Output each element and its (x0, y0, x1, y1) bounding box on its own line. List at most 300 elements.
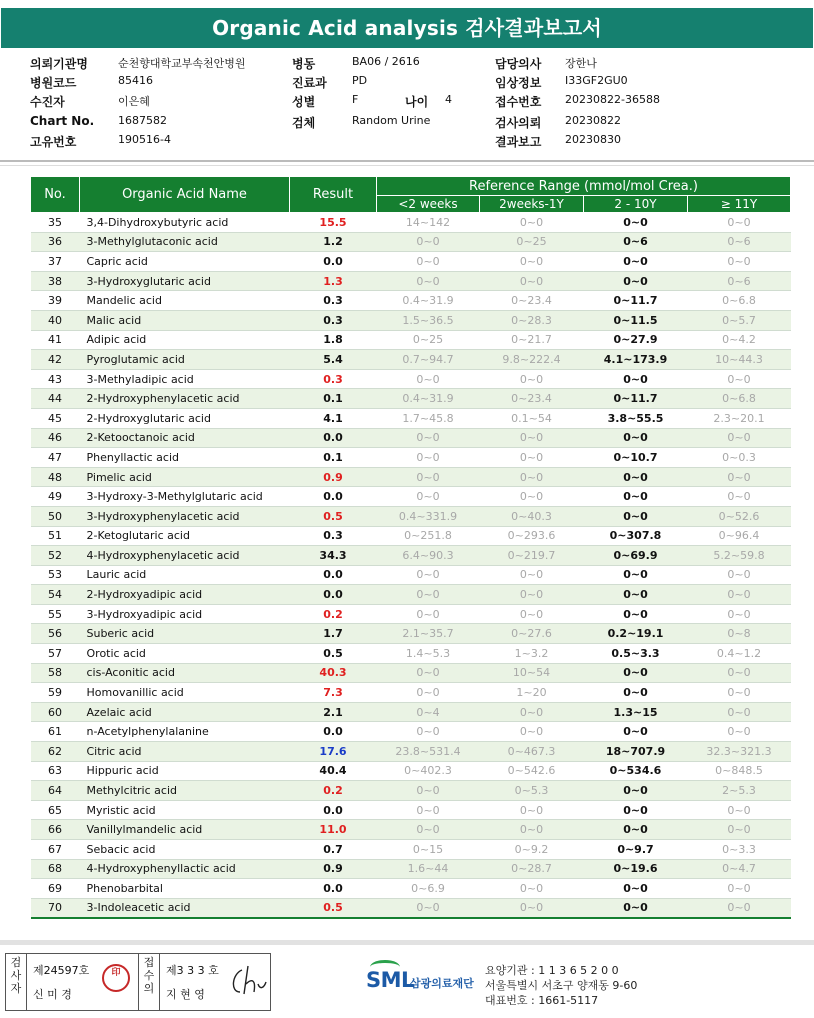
ref-under-2-weeks: 0~0 (377, 565, 480, 585)
ref-2-10y: 0~0 (584, 781, 688, 801)
table-row (31, 506, 791, 526)
ref-2-weeks-1y: 0~23.4 (480, 291, 584, 311)
row-number: 50 (31, 506, 80, 526)
acid-name: 4-Hydroxyphenylacetic acid (80, 546, 290, 566)
ref-11y-plus: 0~6 (688, 232, 791, 252)
row-number: 53 (31, 565, 80, 585)
row-number: 54 (31, 585, 80, 605)
ref-2-10y: 0~10.7 (584, 448, 688, 468)
ref-11y-plus: 0~0 (688, 663, 791, 683)
ref-2-weeks-1y: 0~0 (480, 448, 584, 468)
col-header-reference: Reference Range (mmol/mol Crea.) (377, 177, 791, 196)
acid-name: 3-Hydroxyadipic acid (80, 604, 290, 624)
ref-2-10y: 0~19.6 (584, 859, 688, 879)
acid-name: Suberic acid (80, 624, 290, 644)
acid-name: Vanillylmandelic acid (80, 820, 290, 840)
acid-name: Malic acid (80, 310, 290, 330)
table-row (31, 761, 791, 781)
ref-11y-plus: 0~0 (688, 722, 791, 742)
divider (0, 165, 814, 166)
table-row (31, 369, 791, 389)
info-label: 병원코드 (30, 76, 77, 90)
ref-2-10y: 3.8~55.5 (584, 408, 688, 428)
divider (138, 954, 139, 1010)
divider (159, 954, 160, 1010)
info-value: 20230822 (565, 114, 621, 127)
ref-2-10y: 0~0 (584, 467, 688, 487)
result-value: 0.3 (290, 369, 377, 389)
ref-11y-plus: 0~0 (688, 565, 791, 585)
row-number: 38 (31, 271, 80, 291)
examiner-label: 검사자 (10, 956, 22, 995)
ref-2-10y: 0~11.7 (584, 291, 688, 311)
footer-divider (0, 940, 814, 945)
result-value: 0.5 (290, 506, 377, 526)
row-number: 59 (31, 683, 80, 703)
logo-text: SML (366, 968, 414, 992)
acid-name: 2-Hydroxyphenylacetic acid (80, 389, 290, 409)
info-row (30, 74, 800, 92)
row-number: 49 (31, 487, 80, 507)
result-value: 11.0 (290, 820, 377, 840)
table-row (31, 330, 791, 350)
acid-name: 3-Indoleacetic acid (80, 898, 290, 918)
acid-name: 3-Methylglutaconic acid (80, 232, 290, 252)
ref-under-2-weeks: 0~0 (377, 467, 480, 487)
ref-2-weeks-1y: 0~0 (480, 879, 584, 899)
ref-2-10y: 0~0 (584, 428, 688, 448)
row-number: 68 (31, 859, 80, 879)
ref-11y-plus: 0~4.7 (688, 859, 791, 879)
ref-2-10y: 0~0 (584, 604, 688, 624)
ref-under-2-weeks: 0~0 (377, 683, 480, 703)
result-value: 40.3 (290, 663, 377, 683)
row-number: 41 (31, 330, 80, 350)
org-line: 대표번호 : 1661-5117 (485, 994, 599, 1007)
ref-2-weeks-1y: 0~27.6 (480, 624, 584, 644)
row-number: 51 (31, 526, 80, 546)
ref-2-10y: 0~11.7 (584, 389, 688, 409)
ref-2-10y: 0.2~19.1 (584, 624, 688, 644)
ref-11y-plus: 0~0 (688, 428, 791, 448)
result-value: 0.2 (290, 781, 377, 801)
info-label: 진료과 (292, 76, 327, 90)
ref-under-2-weeks: 0~0 (377, 252, 480, 272)
ref-2-weeks-1y: 10~54 (480, 663, 584, 683)
info-value: BA06 / 2616 (352, 55, 420, 68)
ref-under-2-weeks: 6.4~90.3 (377, 546, 480, 566)
acid-name: Citric acid (80, 742, 290, 762)
result-value: 1.7 (290, 624, 377, 644)
examiner-id: 제24597호 (33, 964, 90, 977)
ref-2-weeks-1y: 0~542.6 (480, 761, 584, 781)
info-row (30, 55, 800, 73)
result-value: 0.7 (290, 840, 377, 860)
ref-2-10y: 1.3~15 (584, 702, 688, 722)
table-row (31, 859, 791, 879)
row-number: 43 (31, 369, 80, 389)
ref-2-weeks-1y: 1~3.2 (480, 644, 584, 664)
table-row (31, 604, 791, 624)
row-number: 46 (31, 428, 80, 448)
ref-2-10y: 0~0 (584, 271, 688, 291)
ref-11y-plus: 0~4.2 (688, 330, 791, 350)
age-value: 4 (445, 93, 452, 106)
row-number: 47 (31, 448, 80, 468)
result-value: 0.5 (290, 644, 377, 664)
ref-under-2-weeks: 0~402.3 (377, 761, 480, 781)
info-value: 순천향대학교부속천안병원 (118, 57, 246, 70)
table-row (31, 742, 791, 762)
row-number: 42 (31, 350, 80, 370)
ref-under-2-weeks: 0.4~331.9 (377, 506, 480, 526)
age-label: 나이 (405, 95, 429, 109)
divider (26, 954, 27, 1010)
row-number: 58 (31, 663, 80, 683)
acid-name: 3-Hydroxy-3-Methylglutaric acid (80, 487, 290, 507)
table-row (31, 879, 791, 899)
table-row (31, 310, 791, 330)
ref-2-10y: 0~0 (584, 585, 688, 605)
ref-11y-plus: 0~6 (688, 271, 791, 291)
info-value: F (352, 93, 359, 106)
ref-2-weeks-1y: 0~28.7 (480, 859, 584, 879)
table-row (31, 467, 791, 487)
info-value: I33GF2GU0 (565, 74, 628, 87)
result-value: 0.1 (290, 448, 377, 468)
ref-11y-plus: 0~0 (688, 820, 791, 840)
table-row (31, 408, 791, 428)
info-label: 병동 (292, 57, 316, 71)
ref-under-2-weeks: 0~0 (377, 448, 480, 468)
ref-2-weeks-1y: 0~0 (480, 369, 584, 389)
result-value: 0.0 (290, 428, 377, 448)
table-row (31, 546, 791, 566)
result-value: 0.0 (290, 252, 377, 272)
result-value: 0.0 (290, 879, 377, 899)
ref-11y-plus: 0~96.4 (688, 526, 791, 546)
info-row (30, 114, 800, 132)
table-row (31, 252, 791, 272)
ref-11y-plus: 0~0 (688, 467, 791, 487)
ref-11y-plus: 0~0 (688, 898, 791, 918)
row-number: 52 (31, 546, 80, 566)
row-number: 39 (31, 291, 80, 311)
acid-name: Sebacic acid (80, 840, 290, 860)
row-number: 66 (31, 820, 80, 840)
info-label: 의뢰기관명 (30, 57, 88, 71)
col-header-result: Result (290, 177, 377, 213)
result-value: 0.5 (290, 898, 377, 918)
ref-under-2-weeks: 0~0 (377, 271, 480, 291)
ref-2-10y: 0~0 (584, 683, 688, 703)
col-header-name: Organic Acid Name (80, 177, 290, 213)
table-row (31, 702, 791, 722)
ref-2-weeks-1y: 0~219.7 (480, 546, 584, 566)
ref-2-10y: 0~0 (584, 722, 688, 742)
ref-2-weeks-1y: 1~20 (480, 683, 584, 703)
ref-2-weeks-1y: 0~23.4 (480, 389, 584, 409)
ref-11y-plus: 0~0 (688, 213, 791, 233)
ref-2-weeks-1y: 0~0 (480, 585, 584, 605)
ref-under-2-weeks: 1.5~36.5 (377, 310, 480, 330)
table-row (31, 565, 791, 585)
acid-name: 3-Hydroxyglutaric acid (80, 271, 290, 291)
info-value: 장한나 (565, 57, 597, 70)
table-row (31, 683, 791, 703)
col-header-age-2: 2weeks-1Y (480, 196, 584, 213)
ref-2-10y: 0~27.9 (584, 330, 688, 350)
result-value: 17.6 (290, 742, 377, 762)
ref-11y-plus: 0~0 (688, 702, 791, 722)
result-value: 0.0 (290, 800, 377, 820)
table-row (31, 722, 791, 742)
ref-under-2-weeks: 0~0 (377, 898, 480, 918)
table-row (31, 663, 791, 683)
row-number: 64 (31, 781, 80, 801)
row-number: 44 (31, 389, 80, 409)
acid-name: Orotic acid (80, 644, 290, 664)
table-row (31, 624, 791, 644)
info-label: 수진자 (30, 95, 65, 109)
result-value: 0.1 (290, 389, 377, 409)
ref-2-weeks-1y: 0~0 (480, 428, 584, 448)
info-row (30, 93, 800, 111)
result-value: 0.3 (290, 310, 377, 330)
ref-under-2-weeks: 0~0 (377, 800, 480, 820)
result-value: 2.1 (290, 702, 377, 722)
acid-name: Methylcitric acid (80, 781, 290, 801)
acid-name: Mandelic acid (80, 291, 290, 311)
row-number: 56 (31, 624, 80, 644)
ref-2-weeks-1y: 0~0 (480, 702, 584, 722)
info-label: 임상정보 (495, 76, 542, 90)
ref-2-weeks-1y: 0~0 (480, 487, 584, 507)
row-number: 35 (31, 213, 80, 233)
ref-11y-plus: 0~0 (688, 683, 791, 703)
ref-2-10y: 0~9.7 (584, 840, 688, 860)
result-value: 34.3 (290, 546, 377, 566)
result-value: 1.3 (290, 271, 377, 291)
ref-2-weeks-1y: 0~293.6 (480, 526, 584, 546)
ref-2-10y: 0~0 (584, 800, 688, 820)
ref-under-2-weeks: 0~0 (377, 604, 480, 624)
info-value: 20230822-36588 (565, 93, 660, 106)
ref-11y-plus: 0~0.3 (688, 448, 791, 468)
info-label: Chart No. (30, 114, 95, 128)
ref-2-weeks-1y: 0~0 (480, 820, 584, 840)
ref-2-weeks-1y: 0~0 (480, 722, 584, 742)
ref-under-2-weeks: 0~15 (377, 840, 480, 860)
col-header-age-1: <2 weeks (377, 196, 480, 213)
ref-2-weeks-1y: 0~5.3 (480, 781, 584, 801)
ref-11y-plus: 0~0 (688, 800, 791, 820)
ref-11y-plus: 10~44.3 (688, 350, 791, 370)
ref-11y-plus: 0~6.8 (688, 389, 791, 409)
table-row (31, 800, 791, 820)
ref-2-10y: 18~707.9 (584, 742, 688, 762)
ref-under-2-weeks: 1.7~45.8 (377, 408, 480, 428)
ref-under-2-weeks: 1.4~5.3 (377, 644, 480, 664)
acid-name: Phenyllactic acid (80, 448, 290, 468)
result-value: 0.0 (290, 487, 377, 507)
table-row (31, 781, 791, 801)
info-value: 85416 (118, 74, 153, 87)
col-header-age-3: 2 - 10Y (584, 196, 688, 213)
ref-11y-plus: 2~5.3 (688, 781, 791, 801)
table-row (31, 820, 791, 840)
info-label: 담당의사 (495, 57, 542, 71)
receiver-id: 제3 3 3 호 (166, 964, 219, 977)
row-number: 62 (31, 742, 80, 762)
info-value: PD (352, 74, 368, 87)
acid-name: Pyroglutamic acid (80, 350, 290, 370)
ref-2-weeks-1y: 0~467.3 (480, 742, 584, 762)
ref-2-weeks-1y: 0~0 (480, 565, 584, 585)
ref-under-2-weeks: 0~0 (377, 232, 480, 252)
acid-name: Hippuric acid (80, 761, 290, 781)
info-label: 고유번호 (30, 135, 77, 149)
ref-under-2-weeks: 0~4 (377, 702, 480, 722)
ref-2-10y: 0~11.5 (584, 310, 688, 330)
org-line: 서울특별시 서초구 양재동 9-60 (485, 979, 638, 992)
acid-name: 4-Hydroxyphenyllactic acid (80, 859, 290, 879)
ref-2-10y: 0~0 (584, 252, 688, 272)
acid-name: cis-Aconitic acid (80, 663, 290, 683)
result-value: 5.4 (290, 350, 377, 370)
col-header-no: No. (31, 177, 80, 213)
table-row (31, 644, 791, 664)
col-header-age-4: ≥ 11Y (688, 196, 791, 213)
ref-2-weeks-1y: 0~21.7 (480, 330, 584, 350)
ref-11y-plus: 0~0 (688, 585, 791, 605)
acid-name: 2-Ketooctanoic acid (80, 428, 290, 448)
receiver-name: 지 현 영 (166, 988, 205, 1001)
info-value: 190516-4 (118, 133, 171, 146)
ref-2-weeks-1y: 0~0 (480, 213, 584, 233)
result-value: 0.3 (290, 291, 377, 311)
ref-2-weeks-1y: 0~0 (480, 604, 584, 624)
acid-name: 3-Hydroxyphenylacetic acid (80, 506, 290, 526)
result-value: 1.2 (290, 232, 377, 252)
ref-11y-plus: 0~3.3 (688, 840, 791, 860)
table-row (31, 840, 791, 860)
results-body (31, 213, 791, 918)
ref-2-10y: 0~0 (584, 213, 688, 233)
ref-2-weeks-1y: 0~0 (480, 252, 584, 272)
result-value: 0.0 (290, 565, 377, 585)
table-row (31, 350, 791, 370)
ref-2-10y: 0~0 (584, 820, 688, 840)
ref-2-10y: 0~0 (584, 565, 688, 585)
result-value: 0.0 (290, 722, 377, 742)
result-value: 15.5 (290, 213, 377, 233)
info-row (30, 133, 800, 151)
row-number: 45 (31, 408, 80, 428)
results-table (30, 176, 791, 919)
info-label: 검체 (292, 116, 316, 130)
acid-name: Capric acid (80, 252, 290, 272)
ref-2-weeks-1y: 0~40.3 (480, 506, 584, 526)
ref-11y-plus: 0~848.5 (688, 761, 791, 781)
organization-info (485, 963, 637, 1008)
info-value: 이은혜 (118, 95, 150, 108)
acid-name: n-Acetylphenylalanine (80, 722, 290, 742)
ref-2-10y: 0~0 (584, 487, 688, 507)
report-title: Organic Acid analysis 검사결과보고서 (1, 8, 813, 48)
acid-name: 3,4-Dihydroxybutyric acid (80, 213, 290, 233)
seal-stamp-icon: 印 (102, 964, 130, 992)
table-row (31, 271, 791, 291)
ref-2-weeks-1y: 0~0 (480, 898, 584, 918)
result-value: 4.1 (290, 408, 377, 428)
table-row (31, 428, 791, 448)
ref-11y-plus: 32.3~321.3 (688, 742, 791, 762)
acid-name: Adipic acid (80, 330, 290, 350)
acid-name: 3-Methyladipic acid (80, 369, 290, 389)
ref-11y-plus: 0~0 (688, 604, 791, 624)
ref-11y-plus: 0~8 (688, 624, 791, 644)
org-line: 요양기관 : 1 1 3 6 5 2 0 0 (485, 964, 619, 977)
acid-name: 2-Hydroxyglutaric acid (80, 408, 290, 428)
ref-2-10y: 0~0 (584, 663, 688, 683)
ref-2-10y: 0~0 (584, 369, 688, 389)
info-label: 접수번호 (495, 95, 542, 109)
row-number: 61 (31, 722, 80, 742)
ref-under-2-weeks: 0~0 (377, 585, 480, 605)
ref-under-2-weeks: 0~0 (377, 820, 480, 840)
ref-under-2-weeks: 0~0 (377, 781, 480, 801)
table-row (31, 213, 791, 233)
row-number: 67 (31, 840, 80, 860)
result-value: 0.9 (290, 859, 377, 879)
result-value: 0.0 (290, 585, 377, 605)
ref-2-weeks-1y: 0~28.3 (480, 310, 584, 330)
ref-2-10y: 0~6 (584, 232, 688, 252)
result-value: 0.2 (290, 604, 377, 624)
ref-2-weeks-1y: 0~9.2 (480, 840, 584, 860)
acid-name: 2-Hydroxyadipic acid (80, 585, 290, 605)
row-number: 40 (31, 310, 80, 330)
ref-under-2-weeks: 0.4~31.9 (377, 389, 480, 409)
logo-korean: 삼광의료재단 (410, 977, 474, 990)
result-value: 0.9 (290, 467, 377, 487)
row-number: 65 (31, 800, 80, 820)
ref-11y-plus: 0~5.7 (688, 310, 791, 330)
row-number: 55 (31, 604, 80, 624)
row-number: 36 (31, 232, 80, 252)
acid-name: Homovanillic acid (80, 683, 290, 703)
acid-name: Myristic acid (80, 800, 290, 820)
ref-2-weeks-1y: 0.1~54 (480, 408, 584, 428)
result-value: 0.3 (290, 526, 377, 546)
acid-name: 2-Ketoglutaric acid (80, 526, 290, 546)
ref-11y-plus: 0~52.6 (688, 506, 791, 526)
receiver-label: 접수의 (143, 956, 155, 995)
ref-under-2-weeks: 0~0 (377, 722, 480, 742)
examiner-name: 신 미 경 (33, 988, 72, 1001)
table-row (31, 232, 791, 252)
ref-2-weeks-1y: 0~0 (480, 467, 584, 487)
acid-name: Lauric acid (80, 565, 290, 585)
ref-11y-plus: 0~0 (688, 369, 791, 389)
signature-box (5, 953, 271, 1011)
ref-under-2-weeks: 0~25 (377, 330, 480, 350)
row-number: 69 (31, 879, 80, 899)
ref-under-2-weeks: 0.7~94.7 (377, 350, 480, 370)
ref-under-2-weeks: 23.8~531.4 (377, 742, 480, 762)
table-row (31, 389, 791, 409)
